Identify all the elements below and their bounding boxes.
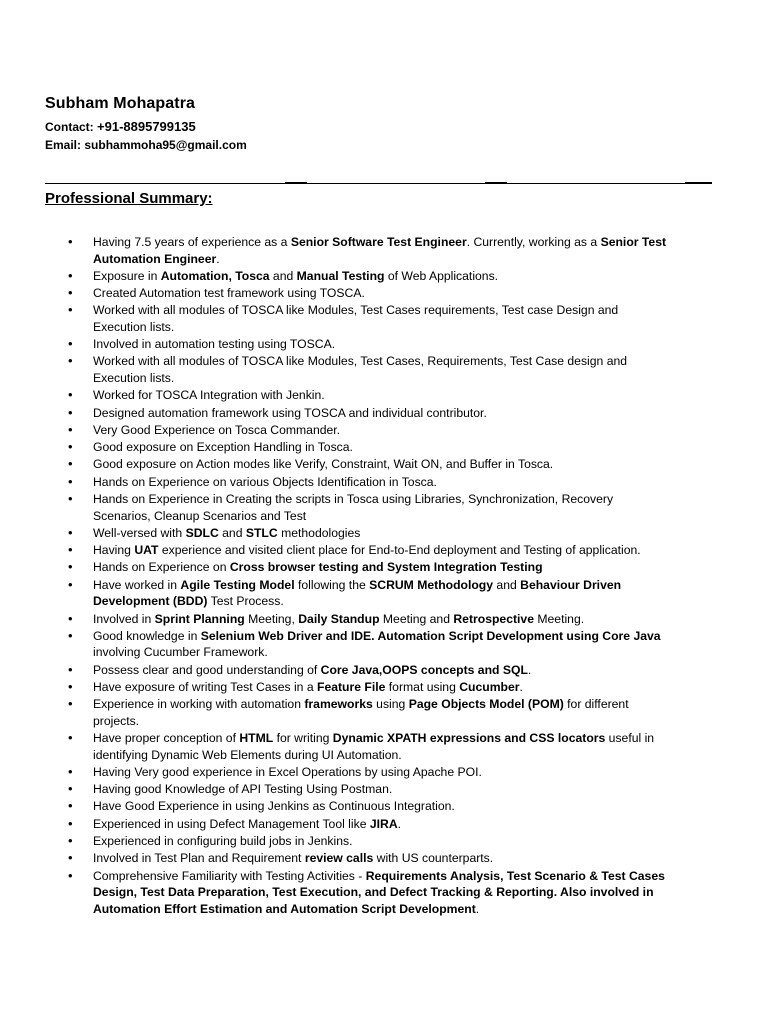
summary-bullet [0, 559, 768, 576]
summary-bullet-text: Have exposure of writing Test Cases in a [93, 679, 317, 694]
summary-bullet-text: Meeting, [244, 611, 299, 626]
summary-bullet-text: Senior Test Automation Engineer [93, 235, 667, 266]
summary-bullet-text: for different projects. [93, 697, 629, 728]
summary-bullet-text: Meeting. [533, 611, 585, 626]
summary-bullet [0, 439, 768, 456]
summary-bullet-text: using [372, 697, 409, 712]
summary-bullet [0, 234, 768, 267]
summary-bullet-text: Manual Testing [296, 268, 385, 283]
summary-bullet [0, 764, 768, 781]
summary-bullet-text: frameworks [304, 697, 373, 712]
summary-bullet [0, 353, 768, 386]
summary-bullet-text: for writing [273, 731, 333, 746]
summary-bullet-text: Having Very good experience in Excel Operations by using Apache POI. [93, 764, 482, 779]
summary-bullet-text: involving Cucumber Framework. [93, 645, 268, 660]
summary-bullet-text: Feature File [317, 679, 386, 694]
summary-bullet [0, 679, 768, 696]
summary-bullet-text: Comprehensive Familiarity with Testing Activities - [93, 868, 366, 883]
summary-bullet-text: . [216, 251, 220, 266]
summary-bullet-text: Agile Testing Model [180, 577, 295, 592]
summary-bullet [0, 542, 768, 559]
summary-bullet-text: Test Process. [207, 594, 284, 609]
summary-bullet [0, 628, 768, 661]
summary-bullet-text: Have worked in [93, 577, 181, 592]
summary-bullet-text: Dynamic XPATH expressions and CSS locators [332, 731, 606, 746]
summary-bullet-text: Having [93, 543, 135, 558]
contact-label: Contact: [45, 120, 94, 134]
summary-bullet-text: methodologies [277, 525, 361, 540]
summary-bullet-text: SCRUM Methodology [369, 577, 494, 592]
summary-bullet-text: Experienced in using Defect Management Tool like [93, 816, 370, 831]
summary-bullet-text: Worked for TOSCA Integration with Jenkin. [93, 388, 325, 403]
summary-bullet-text: Page Objects Model (POM) [408, 697, 564, 712]
summary-bullet-text: Behaviour Driven Development (BDD) [93, 577, 622, 609]
summary-bullet-text: Requirements Analysis, Test Scenario & Test Cases Design, Test Data Preparation, Test Execution, and Defect Tracking & Reporting. Also involved in Automation Effort Estimation and Automation Script Development [93, 868, 665, 916]
summary-bullet-text: review calls [304, 851, 374, 866]
summary-bullet [0, 422, 768, 439]
summary-bullet-text: Experienced in configuring build jobs in Jenkins. [93, 834, 353, 849]
summary-bullet [0, 730, 768, 763]
header-divider [45, 183, 712, 184]
summary-bullet-text: Daily Standup [298, 611, 380, 626]
summary-bullet-text: Retrospective [453, 611, 534, 626]
summary-bullet-text: format using [385, 679, 460, 694]
summary-bullet-text: Exposure in [93, 268, 161, 283]
summary-bullet-text: Worked with all modules of TOSCA like Modules, Test Cases requirements, Test case Design and Execution lists. [93, 303, 619, 334]
summary-bullet-text: Well-versed with [93, 525, 186, 540]
summary-bullet [0, 816, 768, 833]
summary-bullet-text: Selenium Web Driver and IDE. Automation Script Development using Core Java [200, 628, 661, 643]
summary-bullet-text: Designed automation framework using TOSCA and individual contributor. [93, 405, 487, 420]
summary-bullet-text: Worked with all modules of TOSCA like Modules, Test Cases, Requirements, Test Case design and Execution lists. [93, 354, 628, 385]
summary-bullet [0, 577, 768, 610]
summary-bullet-text: UAT [134, 543, 159, 558]
summary-bullet-text: HTML [239, 731, 274, 746]
summary-bullet [0, 868, 768, 918]
summary-bullet-text: Very Good Experience on Tosca Commander. [93, 422, 341, 437]
summary-bullet-text: of Web Applications. [384, 268, 499, 283]
summary-bullet-text: Having good Knowledge of API Testing Using Postman. [93, 782, 393, 797]
summary-bullet [0, 611, 768, 628]
summary-bullet-text: useful in identifying Dynamic Web Elements during UI Automation. [93, 731, 655, 762]
contact-phone: +91-8895799135 [97, 119, 196, 134]
summary-bullet-text: and [269, 268, 297, 283]
summary-bullet [0, 474, 768, 491]
summary-bullet-text: with US counterparts. [373, 851, 494, 866]
summary-bullet-text: Having 7.5 years of experience as a [93, 235, 291, 249]
contact-line [45, 119, 196, 134]
summary-bullet [0, 491, 768, 524]
summary-bullet-text: Sprint Planning [154, 611, 245, 626]
summary-bullet-text: Hands on Experience on [93, 560, 230, 575]
summary-bullet-text: Possess clear and good understanding of [93, 662, 321, 677]
summary-bullet [0, 456, 768, 473]
summary-bullet [0, 850, 768, 867]
summary-bullet-text: . Currently, working as a [466, 235, 601, 249]
summary-bullet-text: experience and visited client place for End-to-End deployment and Testing of application. [158, 543, 641, 558]
summary-bullet-text: Good knowledge in [93, 628, 201, 643]
summary-bullet [0, 781, 768, 798]
summary-bullet-text: Core Java,OOPS concepts and SQL [320, 662, 528, 677]
summary-bullet [0, 696, 768, 729]
email-line [45, 138, 247, 152]
summary-bullet-text: Hands on Experience on various Objects Identification in Tosca. [93, 474, 437, 489]
summary-bullet-text: and [493, 577, 521, 592]
summary-bullet-text: Involved in automation testing using TOSCA. [93, 337, 336, 352]
email-label: Email: [45, 138, 82, 152]
summary-bullet [0, 405, 768, 422]
summary-bullet-text: Involved in [93, 611, 155, 626]
candidate-name: Subham Mohapatra [45, 95, 196, 112]
summary-bullet-text: Automation, Tosca [160, 268, 270, 283]
summary-bullet-text: and [218, 525, 246, 540]
summary-bullet-text: SDLC [185, 525, 219, 540]
summary-bullet-text: Senior Software Test Engineer [290, 235, 467, 249]
summary-bullet-text: . [397, 816, 402, 831]
summary-bullet [0, 525, 768, 542]
summary-bullet-text: Have proper conception of [93, 731, 240, 746]
summary-bullet [0, 662, 768, 679]
summary-bullet-text: Have Good Experience in using Jenkins as Continuous Integration. [93, 799, 455, 814]
summary-bullet-text: Involved in Test Plan and Requirement [93, 851, 305, 866]
summary-bullet-text: Cross browser testing and System Integration Testing [229, 560, 543, 575]
email-address: subhammoha95@gmail.com [84, 138, 247, 152]
professional-summary-list [0, 234, 768, 918]
summary-bullet [0, 833, 768, 850]
summary-bullet-text: STLC [245, 525, 278, 540]
summary-bullet-text: Good exposure on Action modes like Verify, Constraint, Wait ON, and Buffer in Tosca. [93, 457, 554, 472]
summary-bullet-text: Experience in working with automation [93, 697, 305, 712]
summary-bullet-text: . [519, 679, 523, 694]
summary-bullet [0, 302, 768, 335]
summary-bullet-text: following the [294, 577, 370, 592]
summary-bullet [0, 798, 768, 815]
summary-bullet-text: Good exposure on Exception Handling in Tosca. [93, 440, 353, 455]
summary-bullet-text: . [475, 901, 480, 916]
summary-bullet-text: . [527, 662, 532, 677]
summary-bullet-text: Meeting and [379, 611, 454, 626]
section-title-professional-summary: Professional Summary: [45, 190, 213, 207]
summary-bullet [0, 268, 768, 285]
summary-bullet-text: JIRA [369, 816, 398, 831]
summary-bullet-text: Hands on Experience in Creating the scripts in Tosca using Libraries, Synchronization, Recovery Scenarios, Cleanup Scenarios and Test [93, 492, 614, 523]
summary-bullet-text: Cucumber [459, 679, 520, 694]
summary-bullet-text: Created Automation test framework using TOSCA. [93, 286, 365, 301]
summary-bullet [0, 285, 768, 302]
summary-bullet [0, 336, 768, 353]
summary-bullet [0, 387, 768, 404]
